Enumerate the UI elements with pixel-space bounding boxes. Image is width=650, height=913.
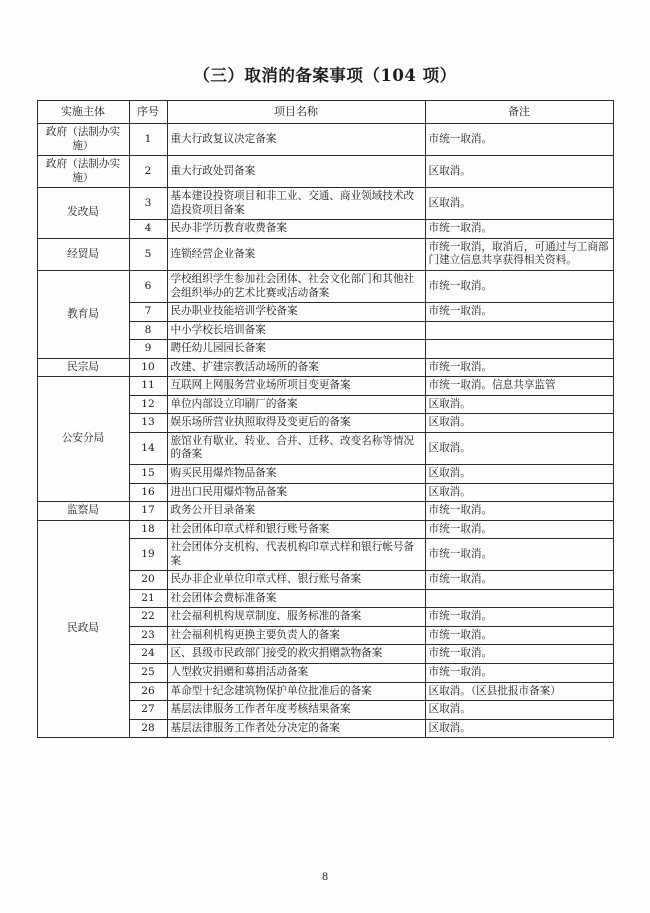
cell-seq: 25 bbox=[129, 664, 167, 683]
cell-item-name: 娱乐场所营业执照取得及变更后的备案 bbox=[167, 414, 425, 433]
page-number: 8 bbox=[321, 872, 329, 883]
cell-seq: 11 bbox=[129, 377, 167, 396]
table-body bbox=[37, 124, 613, 738]
cell-item-name: 革命型十纪念建筑物保护单位批准后的备案 bbox=[167, 682, 425, 701]
cell-item-name: 中小学校长培训备案 bbox=[167, 321, 425, 340]
cell-item-name: 人型救灾捐赠和募捐活动备案 bbox=[167, 664, 425, 683]
cell-remark: 区取消。 bbox=[425, 414, 613, 433]
cell-remark: 市统一取消。 bbox=[425, 271, 613, 303]
cell-seq: 20 bbox=[129, 571, 167, 590]
cell-seq: 9 bbox=[129, 340, 167, 359]
cell-remark bbox=[425, 589, 613, 608]
cell-seq: 17 bbox=[129, 502, 167, 521]
cell-item-name: 重大行政复议决定备案 bbox=[167, 124, 425, 156]
cell-item-name: 社会团体印章式样和银行账号备案 bbox=[167, 520, 425, 539]
cell-item-name: 重大行政处罚备案 bbox=[167, 156, 425, 188]
cell-seq: 26 bbox=[129, 682, 167, 701]
cell-remark: 市统一取消。 bbox=[425, 608, 613, 627]
table-row bbox=[37, 188, 613, 220]
cell-seq: 23 bbox=[129, 626, 167, 645]
cell-remark: 区取消。 bbox=[425, 465, 613, 484]
cell-seq: 14 bbox=[129, 432, 167, 464]
cell-seq: 10 bbox=[129, 358, 167, 377]
cell-remark: 市统一取消。 bbox=[425, 571, 613, 590]
cell-remark: 市统一取消。 bbox=[425, 303, 613, 322]
table-row bbox=[37, 124, 613, 156]
cell-seq: 15 bbox=[129, 465, 167, 484]
cell-remark: 市统一取消。 bbox=[425, 645, 613, 664]
cell-seq: 4 bbox=[129, 220, 167, 239]
cell-seq: 24 bbox=[129, 645, 167, 664]
table-row bbox=[37, 238, 613, 270]
cell-remark: 区取消。 bbox=[425, 719, 613, 738]
cell-seq: 8 bbox=[129, 321, 167, 340]
cell-remark: 区取消。 bbox=[425, 432, 613, 464]
cell-subject: 民宗局 bbox=[37, 358, 129, 377]
cell-seq: 16 bbox=[129, 483, 167, 502]
cell-remark bbox=[425, 321, 613, 340]
cell-subject: 公安分局 bbox=[37, 377, 129, 502]
cell-seq: 28 bbox=[129, 719, 167, 738]
cell-remark: 市统一取消。 bbox=[425, 502, 613, 521]
cell-seq: 1 bbox=[129, 124, 167, 156]
cell-item-name: 购买民用爆炸物品备案 bbox=[167, 465, 425, 484]
cell-item-name: 民办非企业单位印章式样、银行账号备案 bbox=[167, 571, 425, 590]
cell-remark: 市统一取消。 bbox=[425, 539, 613, 571]
cell-item-name: 连锁经营企业备案 bbox=[167, 238, 425, 270]
cell-subject: 发改局 bbox=[37, 188, 129, 239]
table-row bbox=[37, 271, 613, 303]
cell-remark: 区取消。 bbox=[425, 188, 613, 220]
cell-item-name: 单位内部设立印刷厂的备案 bbox=[167, 395, 425, 414]
table-row bbox=[37, 502, 613, 521]
cancelled-filing-items-table bbox=[37, 100, 614, 738]
column-header-subject: 实施主体 bbox=[37, 101, 129, 124]
cell-subject: 民政局 bbox=[37, 520, 129, 738]
cell-remark: 市统一取消。 bbox=[425, 520, 613, 539]
cell-subject: 经贸局 bbox=[37, 238, 129, 270]
cell-remark: 市统一取消。 bbox=[425, 626, 613, 645]
cell-item-name: 社会团体分支机构、代表机构印章式样和银行帐号备案 bbox=[167, 539, 425, 571]
page-title: （三）取消的备案事项（104 项） bbox=[193, 66, 457, 85]
cell-seq: 12 bbox=[129, 395, 167, 414]
cell-item-name: 基层法律服务工作者处分决定的备案 bbox=[167, 719, 425, 738]
cell-remark: 区取消。 bbox=[425, 483, 613, 502]
cell-item-name: 社会福利机构更换主要负责人的备案 bbox=[167, 626, 425, 645]
table-header bbox=[37, 101, 613, 124]
table-row bbox=[37, 358, 613, 377]
column-header-seq: 序号 bbox=[129, 101, 167, 124]
cell-remark: 市统一取消。 bbox=[425, 358, 613, 377]
cell-remark: 市统一取消，取消后，可通过与工商部门建立信息共享获得相关资料。 bbox=[425, 238, 613, 270]
cell-item-name: 政务公开目录备案 bbox=[167, 502, 425, 521]
table-row bbox=[37, 156, 613, 188]
cell-item-name: 学校组织学生参加社会团体、社会文化部门和其他社会组织举办的艺术比赛或活动备案 bbox=[167, 271, 425, 303]
cell-item-name: 聘任幼儿园园长备案 bbox=[167, 340, 425, 359]
cell-item-name: 区、县级市民政部门接受的救灾捐赠款物备案 bbox=[167, 645, 425, 664]
cell-seq: 3 bbox=[129, 188, 167, 220]
cell-item-name: 民办非学历教育收费备案 bbox=[167, 220, 425, 239]
cell-item-name: 旅馆业有歇业、转业、合并、迁移、改变名称等情况的备案 bbox=[167, 432, 425, 464]
cell-remark: 区取消。 bbox=[425, 395, 613, 414]
cell-item-name: 进出口民用爆炸物品备案 bbox=[167, 483, 425, 502]
cell-seq: 7 bbox=[129, 303, 167, 322]
cell-remark bbox=[425, 340, 613, 359]
cell-seq: 21 bbox=[129, 589, 167, 608]
cell-seq: 22 bbox=[129, 608, 167, 627]
cell-subject: 监察局 bbox=[37, 502, 129, 521]
cell-subject: 政府（法制办实施） bbox=[37, 156, 129, 188]
cell-remark: 区取消。（区县批报市备案） bbox=[425, 682, 613, 701]
cell-subject: 政府（法制办实施） bbox=[37, 124, 129, 156]
cell-seq: 13 bbox=[129, 414, 167, 433]
cell-seq: 18 bbox=[129, 520, 167, 539]
cell-item-name: 社会团体会费标准备案 bbox=[167, 589, 425, 608]
cell-item-name: 互联网上网服务营业场所项目变更备案 bbox=[167, 377, 425, 396]
cell-item-name: 基本建设投资项目和非工业、交通、商业领域技术改造投资项目备案 bbox=[167, 188, 425, 220]
column-header-remark: 备注 bbox=[425, 101, 613, 124]
cell-seq: 6 bbox=[129, 271, 167, 303]
cell-seq: 27 bbox=[129, 701, 167, 720]
cell-remark: 区取消。 bbox=[425, 701, 613, 720]
cell-remark: 市统一取消。 bbox=[425, 220, 613, 239]
cell-remark: 市统一取消。 bbox=[425, 664, 613, 683]
cell-subject: 教育局 bbox=[37, 271, 129, 359]
table-row bbox=[37, 520, 613, 539]
cell-seq: 2 bbox=[129, 156, 167, 188]
column-header-name: 项目名称 bbox=[167, 101, 425, 124]
cell-seq: 5 bbox=[129, 238, 167, 270]
table-row bbox=[37, 377, 613, 396]
cell-remark: 市统一取消。信息共享监管 bbox=[425, 377, 613, 396]
cell-remark: 区取消。 bbox=[425, 156, 613, 188]
cell-remark: 市统一取消。 bbox=[425, 124, 613, 156]
cell-seq: 19 bbox=[129, 539, 167, 571]
cell-item-name: 社会福利机构规章制度、服务标准的备案 bbox=[167, 608, 425, 627]
cell-item-name: 民办职业技能培训学校备案 bbox=[167, 303, 425, 322]
cell-item-name: 改建、扩建宗教活动场所的备案 bbox=[167, 358, 425, 377]
cell-item-name: 基层法律服务工作者年度考核结果备案 bbox=[167, 701, 425, 720]
table-header-row bbox=[37, 101, 613, 124]
